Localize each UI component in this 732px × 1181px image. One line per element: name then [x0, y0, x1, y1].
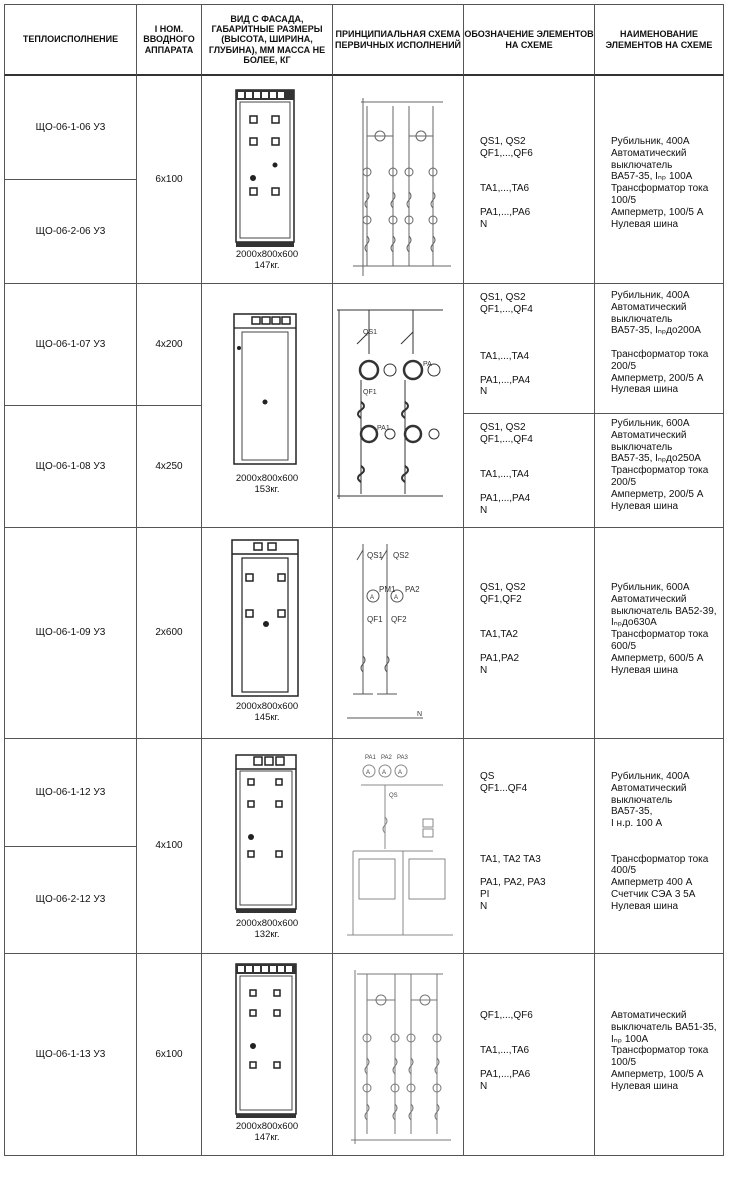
label-a: A [398, 770, 403, 776]
label-pm1: PM1 [379, 585, 396, 594]
label-pa3: PA3 [397, 755, 408, 761]
current-cell: 4х250 [137, 406, 202, 528]
label-a: A [394, 595, 399, 601]
names-cell [595, 284, 724, 414]
names-list: Автоматический выключатель ВА51-35, Iₙₚ 100А Трансформатор тока 100/5 Амперметр, 100/5 А Нулевая шина [611, 1010, 717, 1092]
label-qs1: QS1 [363, 329, 378, 336]
designation-list: QS1, QS2 QF1,QF2 TA1,TA2 PA1,PA2 N [480, 582, 526, 676]
execution-cell: ЩО-06-1-09 У3 [4, 528, 137, 739]
designation-cell [464, 528, 595, 739]
schematic-drawing [333, 528, 464, 739]
header-designation: ОБОЗНАЧЕНИЕ ЭЛЕМЕНТОВ НА СХЕМЕ [464, 4, 595, 76]
header-facade-view: ВИД С ФАСАДА, ГАБАРИТНЫЕ РАЗМЕРЫ (ВЫСОТА, ШИРИНА, ГЛУБИНА), ММ МАССА НЕ БОЛЕЕ, КГ [202, 4, 333, 76]
label-n: N [417, 711, 423, 718]
designation-list: QS1, QS2 QF1,...,QF6 TA1,...,TA6 PA1,...,PA6 N [480, 136, 533, 230]
designation-list: QF1,...,QF6 TA1,...,TA6 PA1,...,PA6 N [480, 1010, 533, 1092]
names-cell [595, 76, 724, 284]
designation-cell [464, 954, 595, 1156]
label-pa2: PA2 [381, 755, 392, 761]
label-pa1: PA1 [365, 755, 376, 761]
names-list: Рубильник, 600А Автоматический выключатель ВА52-39, Iₙₚдо630А Трансформатор тока 600/5 Амперметр, 600/5 А Нулевая шина [611, 582, 717, 676]
schematic-cell [333, 739, 464, 954]
label-pa2: PA2 [405, 585, 420, 594]
specification-table [4, 4, 724, 1156]
schematic-drawing [333, 284, 464, 528]
schematic-drawing [333, 739, 464, 954]
execution-cell: ЩО-06-2-06 У3 [4, 180, 137, 284]
label-qf1: QF1 [367, 615, 383, 624]
execution-cell: ЩО-06-1-07 У3 [4, 284, 137, 406]
dimensions-text: 2000х800х600 147кг. [235, 1121, 299, 1143]
dimensions-text: 2000х800х600 147кг. [235, 249, 299, 271]
execution-cell: ЩО-06-1-06 У3 [4, 76, 137, 180]
designation-cell [464, 739, 595, 954]
designation-cell [464, 414, 595, 528]
names-cell [595, 528, 724, 739]
designation-list: QS QF1...QF4 TA1, TA2 TA3 PA1, PA2, PA3 PI N [480, 771, 546, 912]
dimensions-text: 2000х800х600 153кг. [235, 473, 299, 495]
names-cell [595, 954, 724, 1156]
facade-cell [202, 528, 333, 739]
header-execution: ТЕПЛОИСПОЛНЕНИЕ [4, 4, 137, 76]
label-qs: QS [389, 793, 398, 799]
facade-cell [202, 954, 333, 1156]
schematic-cell [333, 954, 464, 1156]
label-a: A [382, 770, 387, 776]
schematic-cell [333, 76, 464, 284]
label-qs1: QS1 [367, 551, 384, 560]
schematic-cell [333, 284, 464, 528]
execution-cell: ЩО-06-1-08 У3 [4, 406, 137, 528]
label-qf2: QF2 [391, 615, 407, 624]
schematic-drawing [333, 76, 464, 284]
facade-cell [202, 284, 333, 528]
dimensions-text: 2000х800х600 145кг. [235, 701, 299, 723]
facade-cell [202, 76, 333, 284]
label-qf1: QF1 [363, 389, 377, 396]
execution-cell: ЩО-06-2-12 У3 [4, 847, 137, 954]
current-cell: 6х100 [137, 76, 202, 284]
execution-cell: ЩО-06-1-13 У3 [4, 954, 137, 1156]
schematic-cell [333, 528, 464, 739]
label-a: A [370, 595, 375, 601]
schematic-drawing [333, 954, 464, 1156]
names-list: Рубильник, 400А Автоматический выключатель ВА57-35, Iₙₚ 100А Трансформатор тока 100/5 Амперметр, 100/5 А Нулевая шина [611, 136, 709, 230]
names-cell [595, 414, 724, 528]
label-qs2: QS2 [393, 551, 410, 560]
designation-list: QS1, QS2 QF1,...,QF4 TA1,...,TA4 PA1,...,PA4 N [480, 292, 533, 398]
label-pa1: PA1 [377, 425, 390, 432]
names-cell [595, 739, 724, 954]
dimensions-text: 2000х800х600 132кг. [235, 918, 299, 940]
designation-cell [464, 284, 595, 414]
header-nominal-current: I НОМ. ВВОДНОГО АППАРАТА [137, 4, 202, 76]
names-list: Рубильник, 600А Автоматический выключатель ВА57-35, Iₙₚдо250А Трансформатор тока 200/5 Амперметр, 200/5 А Нулевая шина [611, 418, 709, 512]
designation-list: QS1, QS2 QF1,...,QF4 TA1,...,TA4 PA1,...,PA4 N [480, 422, 533, 516]
designation-cell [464, 76, 595, 284]
current-cell: 4х200 [137, 284, 202, 406]
header-schematic: ПРИНЦИПИАЛЬНАЯ СХЕМА ПЕРВИЧНЫХ ИСПОЛНЕНИЙ [333, 4, 464, 76]
label-a: A [366, 770, 371, 776]
names-list: Рубильник, 400А Автоматический выключатель ВА57-35, Iₙₚдо200А Трансформатор тока 200/5 Амперметр, 200/5 А Нулевая шина [611, 290, 709, 396]
current-cell: 4х100 [137, 739, 202, 954]
current-cell: 2х600 [137, 528, 202, 739]
current-cell: 6х100 [137, 954, 202, 1156]
facade-cell [202, 739, 333, 954]
names-list: Рубильник, 400А Автоматический выключатель ВА57-35, I н.р. 100 А Трансформатор тока 400/5 Амперметр 400 А Счетчик СЭА 3 5А Нулевая шина [611, 771, 709, 912]
execution-cell: ЩО-06-1-12 У3 [4, 739, 137, 847]
label-pa: PA [423, 361, 432, 368]
header-element-name: НАИМЕНОВАНИЕ ЭЛЕМЕНТОВ НА СХЕМЕ [595, 4, 724, 76]
